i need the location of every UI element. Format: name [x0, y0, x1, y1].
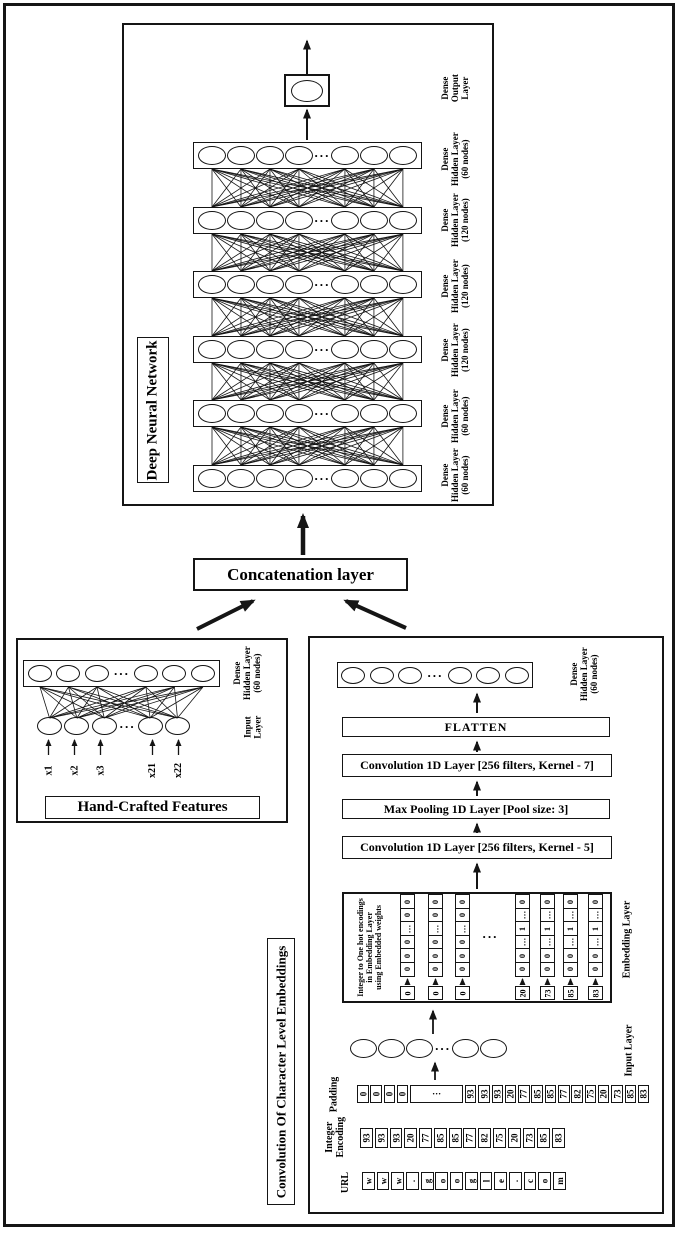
- sequence-cell: 93: [390, 1128, 403, 1148]
- sequence-cell: 75: [493, 1128, 506, 1148]
- ellipsis-dots: ···: [113, 666, 130, 681]
- label-url: URL: [340, 1171, 352, 1193]
- label-hcf-input: Input Layer: [241, 715, 262, 739]
- sequence-cell: 85: [545, 1085, 557, 1103]
- neuron-node: [389, 404, 417, 423]
- neuron-node: [256, 404, 284, 423]
- neuron-node: [331, 340, 359, 359]
- vector-cell: 0: [563, 962, 578, 977]
- sequence-cell: 77: [518, 1085, 530, 1103]
- vector-cell: 0: [540, 894, 555, 909]
- neuron-node: [227, 404, 255, 423]
- one-hot-vector: [540, 894, 555, 977]
- sequence-cell: 85: [434, 1128, 447, 1148]
- ellipsis-dots: ···: [313, 277, 330, 292]
- conv1d-kernel5-box: [342, 836, 612, 859]
- sequence-cell: 20: [508, 1128, 521, 1148]
- label-padding: Padding: [328, 1076, 340, 1112]
- sequence-cell: 85: [625, 1085, 637, 1103]
- vector-cell: 0: [563, 948, 578, 963]
- neuron-node: [476, 667, 500, 684]
- neuron-node: [256, 340, 284, 359]
- feature-label-x22: x22: [173, 762, 184, 778]
- neuron-node: [138, 717, 163, 735]
- vector-cell: 0: [455, 894, 470, 909]
- integer-value-box: 0: [455, 986, 470, 1000]
- vector-cell: …: [515, 935, 530, 950]
- sequence-cell: g: [421, 1172, 434, 1190]
- neuron-node: [134, 665, 158, 682]
- neuron-node: [227, 469, 255, 488]
- sequence-cell: 0: [357, 1085, 369, 1103]
- vector-cell: …: [588, 908, 603, 923]
- concatenation-box: [193, 558, 408, 591]
- neuron-node: [256, 146, 284, 165]
- neuron-node: [28, 665, 52, 682]
- dnn-title-box: [137, 337, 169, 483]
- vector-cell: 1: [588, 921, 603, 936]
- feature-label-x3: x3: [95, 765, 106, 775]
- vector-cell: …: [540, 908, 555, 923]
- sequence-cell: o: [450, 1172, 463, 1190]
- sequence-cell: w: [362, 1172, 375, 1190]
- dnn-output-node-box: [284, 74, 330, 107]
- sequence-cell: .: [509, 1172, 522, 1190]
- dnn-hidden-row-5: [193, 400, 422, 427]
- sequence-cell: 0: [397, 1085, 409, 1103]
- sequence-cell: .: [406, 1172, 419, 1190]
- conv-dense-row: [337, 662, 533, 688]
- neuron-node: [198, 275, 226, 294]
- neuron-node: [64, 717, 89, 735]
- neuron-node: [37, 717, 62, 735]
- neuron-node: [285, 404, 313, 423]
- flatten-label: FLATTEN: [444, 719, 508, 734]
- dnn-hidden-row-6: [193, 465, 422, 492]
- sequence-cell: w: [377, 1172, 390, 1190]
- vector-cell: 0: [428, 962, 443, 977]
- sequence-cell: o: [435, 1172, 448, 1190]
- vector-cell: 0: [455, 908, 470, 923]
- label-dnn-row-2: Dense Hidden Layer (120 nodes): [439, 193, 471, 247]
- sequence-cell: 82: [571, 1085, 583, 1103]
- neuron-node: [227, 275, 255, 294]
- label-dnn-row-1: Dense Hidden Layer (60 nodes): [439, 132, 471, 186]
- sequence-cell: c: [524, 1172, 537, 1190]
- vector-cell: 0: [540, 948, 555, 963]
- neuron-node: [56, 665, 80, 682]
- sequence-cell: 75: [585, 1085, 597, 1103]
- embedding-gap-dots: ···: [481, 928, 498, 944]
- sequence-cell: w: [391, 1172, 404, 1190]
- vector-cell: 0: [428, 908, 443, 923]
- one-hot-vector: [588, 894, 603, 977]
- conv1d-kernel7-box: [342, 754, 612, 777]
- neuron-node: [285, 469, 313, 488]
- label-embedding-layer: Embedding Layer: [621, 900, 633, 978]
- ellipsis-dots: ···: [119, 718, 136, 734]
- dnn-hidden-row-4: [193, 336, 422, 363]
- feature-label-x2: x2: [69, 765, 80, 775]
- ellipsis-dots: ···: [313, 213, 330, 228]
- vector-cell: …: [563, 935, 578, 950]
- neuron-node: [452, 1039, 479, 1058]
- vector-cell: 0: [515, 948, 530, 963]
- sequence-cell: 82: [478, 1128, 491, 1148]
- dnn-title: Deep Neural Network: [144, 340, 161, 480]
- label-dense-output-layer: Dense Output Layer: [439, 73, 471, 102]
- one-hot-vector: [455, 894, 470, 977]
- label-conv-dense: Dense Hidden Layer (60 nodes): [568, 647, 600, 701]
- dnn-hidden-row-2: [193, 207, 422, 234]
- neuron-node: [85, 665, 109, 682]
- neuron-node: [92, 717, 117, 735]
- label-dnn-row-5: Dense Hidden Layer (60 nodes): [439, 389, 471, 443]
- vector-cell: …: [455, 921, 470, 936]
- vector-cell: …: [400, 921, 415, 936]
- neuron-node: [191, 665, 215, 682]
- neuron-node: [198, 211, 226, 230]
- label-conv-input-layer: Input Layer: [623, 1024, 635, 1076]
- sequence-cell: 73: [523, 1128, 536, 1148]
- neuron-node: [165, 717, 190, 735]
- vector-cell: …: [540, 935, 555, 950]
- sequence-cell: 85: [449, 1128, 462, 1148]
- neuron-node: [198, 146, 226, 165]
- label-dnn-row-4: Dense Hidden Layer (120 nodes): [439, 323, 471, 377]
- neuron-node: [480, 1039, 507, 1058]
- concatenation-label: Concatenation layer: [227, 564, 374, 584]
- feature-label-x21: x21: [147, 762, 158, 778]
- conv-title: Convolution Of Character Level Embeddings: [273, 945, 288, 1198]
- conv-input-row: [350, 1040, 507, 1057]
- sequence-cell: ···: [410, 1085, 463, 1103]
- dnn-hidden-row-3: [193, 271, 422, 298]
- vector-cell: 0: [455, 962, 470, 977]
- neuron-node: [162, 665, 186, 682]
- sequence-cell: 93: [360, 1128, 373, 1148]
- conv-title-box: [267, 938, 295, 1205]
- neuron-node: [360, 340, 388, 359]
- sequence-cell: 83: [552, 1128, 565, 1148]
- integer-value-box: 0: [428, 986, 443, 1000]
- vector-cell: 0: [428, 894, 443, 909]
- neuron-node: [389, 275, 417, 294]
- sequence-cell: g: [465, 1172, 478, 1190]
- neuron-node: [398, 667, 422, 684]
- hcf-input-row: [37, 718, 190, 734]
- neuron-node: [331, 469, 359, 488]
- vector-cell: …: [563, 908, 578, 923]
- neuron-node: [198, 404, 226, 423]
- neuron-node: [448, 667, 472, 684]
- vector-cell: 0: [455, 948, 470, 963]
- neuron-node: [505, 667, 529, 684]
- vector-cell: 0: [515, 962, 530, 977]
- vector-cell: 1: [515, 921, 530, 936]
- vector-cell: 0: [400, 935, 415, 950]
- one-hot-vector: [400, 894, 415, 977]
- neuron-node: [198, 340, 226, 359]
- neuron-node: [331, 146, 359, 165]
- integer-value-box: 20: [515, 986, 530, 1000]
- conv1d-kernel5-label: Convolution 1D Layer [256 filters, Kernel - 5]: [360, 840, 594, 854]
- integer-value-box: 73: [540, 986, 555, 1000]
- padding-cells: [357, 1085, 651, 1103]
- neuron-node: [227, 146, 255, 165]
- sequence-cell: 73: [611, 1085, 623, 1103]
- label-integer-encoding: Integer Encoding: [323, 1116, 347, 1158]
- vector-cell: 0: [400, 962, 415, 977]
- vector-cell: 0: [400, 908, 415, 923]
- neuron-node: [285, 211, 313, 230]
- neuron-node: [360, 275, 388, 294]
- sequence-cell: 93: [375, 1128, 388, 1148]
- sequence-cell: 0: [384, 1085, 396, 1103]
- neuron-node: [389, 469, 417, 488]
- ellipsis-dots: ···: [434, 1041, 451, 1056]
- label-dnn-row-6: Dense Hidden Layer (60 nodes): [439, 448, 471, 502]
- sequence-cell: 77: [558, 1085, 570, 1103]
- neuron-node: [389, 146, 417, 165]
- neuron-node: [227, 340, 255, 359]
- neuron-node: [331, 404, 359, 423]
- neuron-node: [331, 275, 359, 294]
- feature-label-x1: x1: [43, 765, 54, 775]
- sequence-cell: 20: [505, 1085, 517, 1103]
- vector-cell: 0: [588, 948, 603, 963]
- vector-cell: …: [588, 935, 603, 950]
- neuron-node: [360, 404, 388, 423]
- sequence-cell: 77: [419, 1128, 432, 1148]
- url-cells: [362, 1172, 568, 1190]
- neuron-node: [256, 211, 284, 230]
- neuron-node: [370, 667, 394, 684]
- sequence-cell: 20: [404, 1128, 417, 1148]
- ellipsis-dots: ···: [313, 471, 330, 486]
- ellipsis-dots: ···: [313, 342, 330, 357]
- neuron-node: [256, 275, 284, 294]
- vector-cell: 0: [400, 894, 415, 909]
- neuron-node: [198, 469, 226, 488]
- sequence-cell: 85: [531, 1085, 543, 1103]
- vector-cell: 1: [540, 921, 555, 936]
- sequence-cell: 20: [598, 1085, 610, 1103]
- one-hot-vector: [428, 894, 443, 977]
- ellipsis-dots: ···: [313, 406, 330, 421]
- maxpool-label: Max Pooling 1D Layer [Pool size: 3]: [383, 801, 569, 816]
- integer-value-box: 85: [563, 986, 578, 1000]
- neuron-node: [406, 1039, 433, 1058]
- ellipsis-dots: ···: [426, 667, 443, 683]
- integer-value-box: 83: [588, 986, 603, 1000]
- vector-cell: 0: [588, 894, 603, 909]
- neuron-node: [227, 211, 255, 230]
- sequence-cell: 77: [463, 1128, 476, 1148]
- neuron-node: [341, 667, 365, 684]
- sequence-cell: 93: [465, 1085, 477, 1103]
- neuron-node: [360, 211, 388, 230]
- neuron-node: [285, 275, 313, 294]
- ellipsis-dots: ···: [313, 148, 330, 163]
- vector-cell: 0: [428, 935, 443, 950]
- neuron-node: [285, 340, 313, 359]
- neuron-node: [389, 211, 417, 230]
- one-hot-vector: [563, 894, 578, 977]
- neuron-node: [256, 469, 284, 488]
- vector-cell: 1: [563, 921, 578, 936]
- sequence-cell: 85: [537, 1128, 550, 1148]
- embedding-annotation: Integer to One hot encodings in Embedding Layer using Embedded weights: [355, 897, 383, 997]
- vector-cell: 0: [540, 962, 555, 977]
- dnn-hidden-row-1: [193, 142, 422, 169]
- vector-cell: 0: [455, 935, 470, 950]
- integer-value-box: 0: [400, 986, 415, 1000]
- vector-cell: …: [515, 908, 530, 923]
- vector-cell: …: [428, 921, 443, 936]
- vector-cell: 0: [515, 894, 530, 909]
- conv1d-kernel7-label: Convolution 1D Layer [256 filters, Kernel - 7]: [360, 758, 594, 772]
- label-dnn-row-3: Dense Hidden Layer (120 nodes): [439, 259, 471, 313]
- sequence-cell: 83: [638, 1085, 650, 1103]
- sequence-cell: 93: [478, 1085, 490, 1103]
- sequence-cell: m: [553, 1172, 566, 1190]
- neuron-node: [285, 146, 313, 165]
- label-hcf-dense: Dense Hidden Layer (60 nodes): [231, 646, 263, 700]
- neuron-node: [350, 1039, 377, 1058]
- hcf-dense-row: [23, 660, 220, 687]
- vector-cell: 0: [400, 948, 415, 963]
- maxpool-box: [342, 799, 610, 819]
- sequence-cell: o: [538, 1172, 551, 1190]
- flatten-box: [342, 717, 610, 737]
- vector-cell: 0: [428, 948, 443, 963]
- sequence-cell: 93: [492, 1085, 504, 1103]
- neuron-node: [378, 1039, 405, 1058]
- sequence-cell: e: [494, 1172, 507, 1190]
- neuron-node: [389, 340, 417, 359]
- vector-cell: 0: [588, 962, 603, 977]
- sequence-cell: l: [480, 1172, 493, 1190]
- neuron-node: [360, 146, 388, 165]
- one-hot-vector: [515, 894, 530, 977]
- integer-encoding-cells: [360, 1128, 567, 1148]
- output-neuron-node: [291, 80, 323, 102]
- hcf-title: Hand-Crafted Features: [77, 799, 228, 815]
- vector-cell: 0: [563, 894, 578, 909]
- hcf-title-box: [45, 796, 260, 819]
- sequence-cell: 0: [370, 1085, 382, 1103]
- neuron-node: [360, 469, 388, 488]
- neuron-node: [331, 211, 359, 230]
